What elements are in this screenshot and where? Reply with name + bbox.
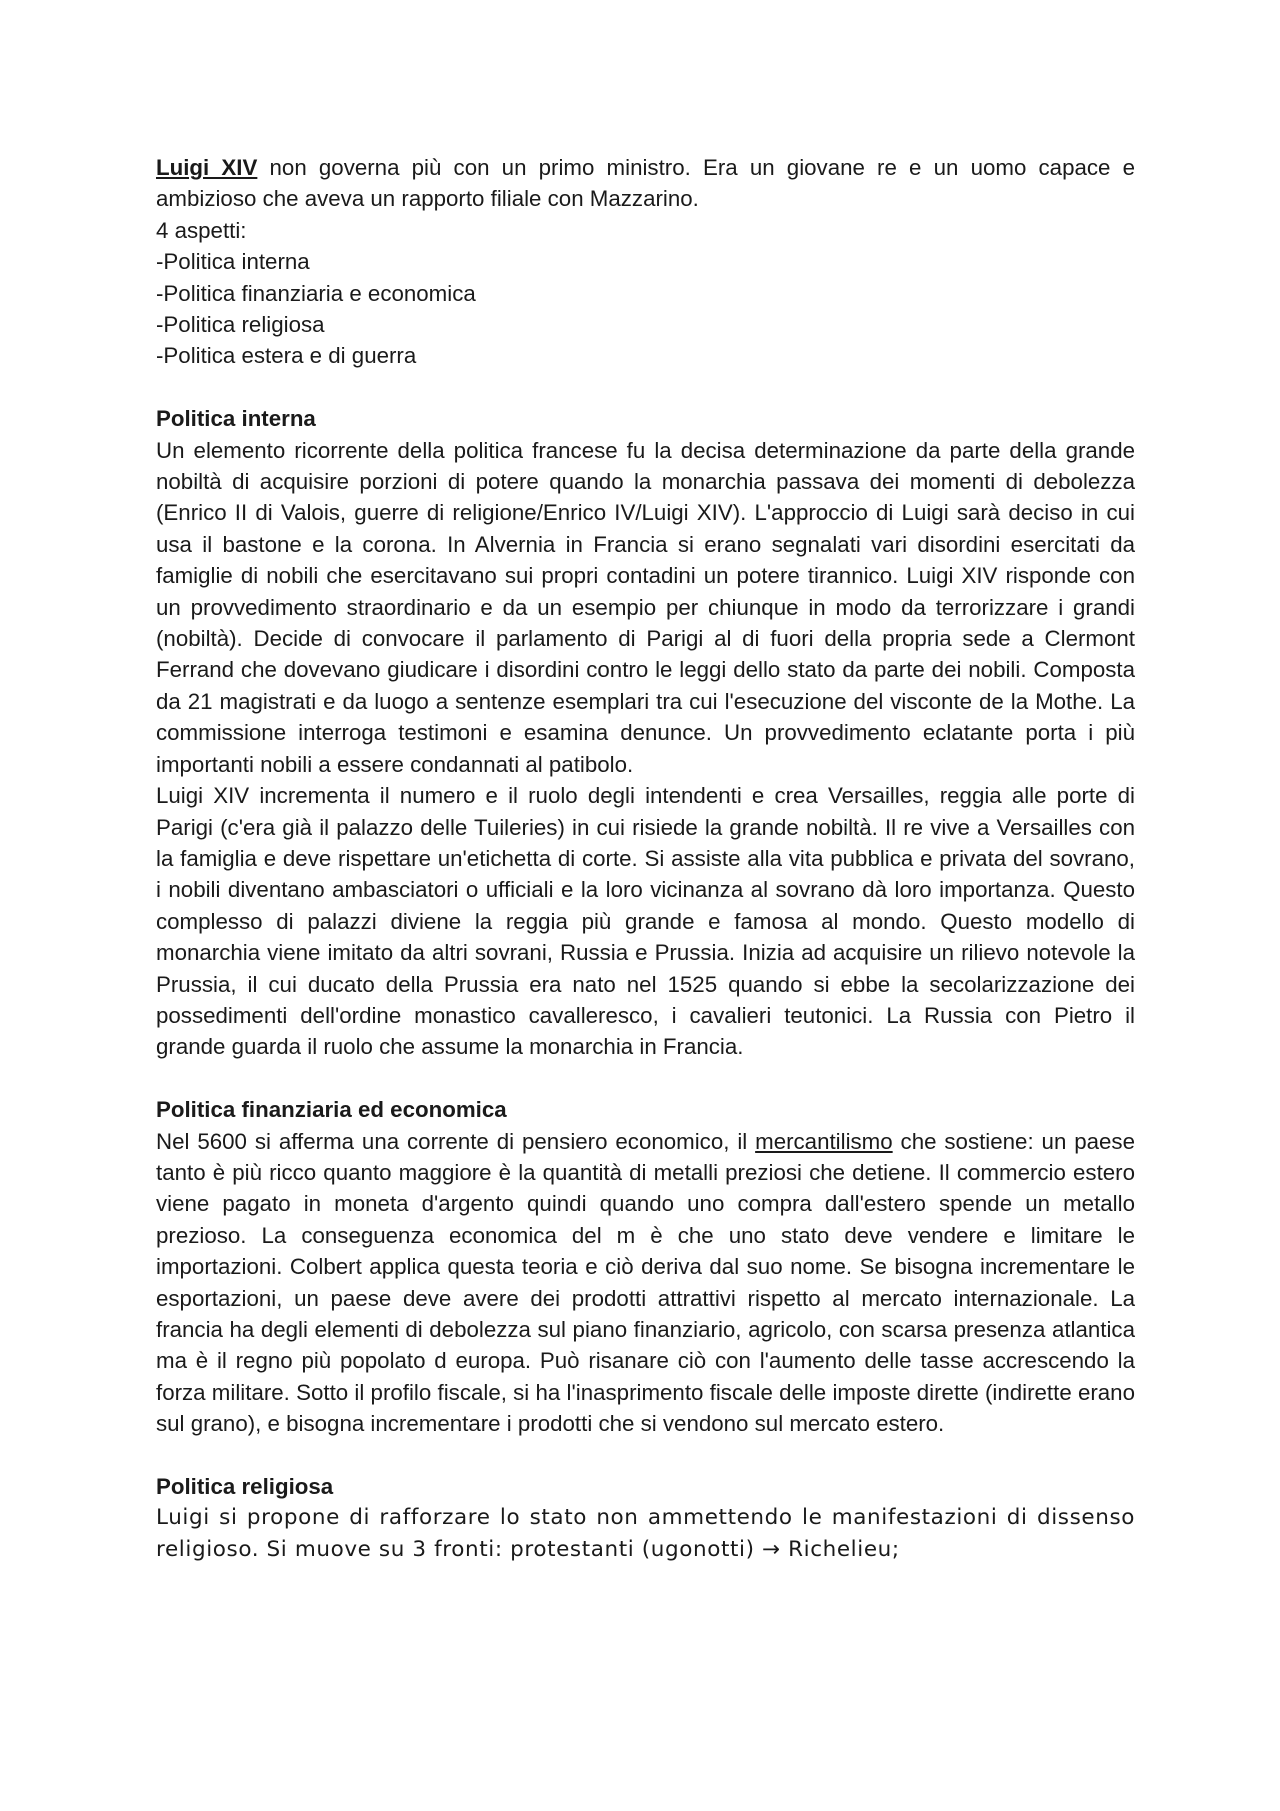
section-heading-financial: Politica finanziaria ed economica [156,1097,507,1123]
spacer [156,1063,1135,1094]
intro-paragraph [156,152,1135,215]
financial-paragraph [156,1126,1135,1440]
aspects-label: 4 aspetti: [156,217,247,243]
section-heading-internal: Politica interna [156,406,316,432]
aspect-item: -Politica interna [156,249,310,275]
religious-paragraph: Luigi si propone di rafforzare lo stato non ammettendo le manifestazioni di dissenso religioso. Si muove su 3 fronti: protestanti (ugonotti) → Richelieu; [156,1505,1135,1563]
aspect-item: -Politica religiosa [156,312,325,338]
document-page [156,152,1135,1566]
spacer [156,372,1135,403]
section-heading-religious: Politica religiosa [156,1474,334,1500]
intro-name: Luigi XIV [156,155,258,180]
financial-text-start: Nel 5600 si afferma una corrente di pensiero economico, il [156,1128,756,1154]
internal-paragraph-2: Luigi XIV incrementa il numero e il ruolo degli intendenti e crea Versailles, reggia alle porte di Parigi (c'era già il palazzo delle Tuileries) in cui risiede la grande nobiltà. Il re vive a Versailles con la famiglia e deve rispettare un'etichetta di corte. Si assiste alla vita pubblica e privata del sovrano, i nobili diventano ambasciatori o ufficiali e la loro vicinanza al sovrano dà loro importanza. Questo complesso di palazzi diviene la reggia più grande e famosa al mondo. Questo modello di monarchia viene imitato da altri sovrani, Russia e Prussia. Inizia ad acquisire un rilievo notevole la Prussia, il cui ducato della Prussia era nato nel 1525 quando si ebbe la secolarizzazione dei possedimenti dell'ordine monastico cavalleresco, i cavalieri teutonici. La Russia con Pietro il grande guarda il ruolo che assume la monarchia in Francia. [156,783,1135,1060]
internal-paragraph-1: Un elemento ricorrente della politica francese fu la decisa determinazione da parte della grande nobiltà di acquisire porzioni di potere quando la monarchia passava dei momenti di debolezza (Enrico II di Valois, guerre di religione/Enrico IV/Luigi XIV). L'approccio di Luigi sarà deciso in cui usa il bastone e la corona. In Alvernia in Francia si erano segnalati vari disordini esercitati da famiglie di nobili che esercitavano sui propri contadini un potere tirannico. Luigi XIV risponde con un provvedimento straordinario e da un esempio per chiunque in modo da terrorizzare i grandi (nobiltà). Decide di convocare il parlamento di Parigi al di fuori della propria sede a Clermont Ferrand che dovevano giudicare i disordini contro le leggi dello stato da parte dei nobili. Composta da 21 magistrati e da luogo a sentenze esemplari tra cui l'esecuzione del visconte de la Mothe. La commissione interroga testimoni e esamina denunce. Un provvedimento eclatante porta i più importanti nobili a essere condannati al patibolo. [156,437,1135,777]
aspect-item: -Politica finanziaria e economica [156,280,476,306]
aspect-item: -Politica estera e di guerra [156,343,417,369]
financial-text-rest: che sostiene: un paese tanto è più ricco quanto maggiore è la quantità di metalli preziosi che detiene. Il commercio estero viene pagato in moneta d'argento quindi quando uno compra dall'estero spende un metallo prezioso. La conseguenza economica del m è che uno stato deve vendere e limitare le importazioni. Colbert applica questa teoria e ciò deriva dal suo nome. Se bisogna incrementare le esportazioni, un paese deve avere dei prodotti attrattivi rispetto al mercato internazionale. La francia ha degli elementi di debolezza sul piano finanziario, agricolo, con scarsa presenza atlantica ma è il regno più popolato d europa. Può risanare ciò con l'aumento delle tasse accrescendo la forza militare. Sotto il profilo fiscale, si ha l'inasprimento fiscale delle imposte dirette (indirette erano sul grano), e bisogna incrementare i prodotti che si vendono sul mercato estero. [156,1128,1135,1437]
mercantilism-term: mercantilismo [755,1128,893,1154]
spacer [156,1440,1135,1471]
intro-text: non governa più con un primo ministro. Era un giovane re e un uomo capace e ambizioso che aveva un rapporto filiale con Mazzarino. [156,155,1135,212]
